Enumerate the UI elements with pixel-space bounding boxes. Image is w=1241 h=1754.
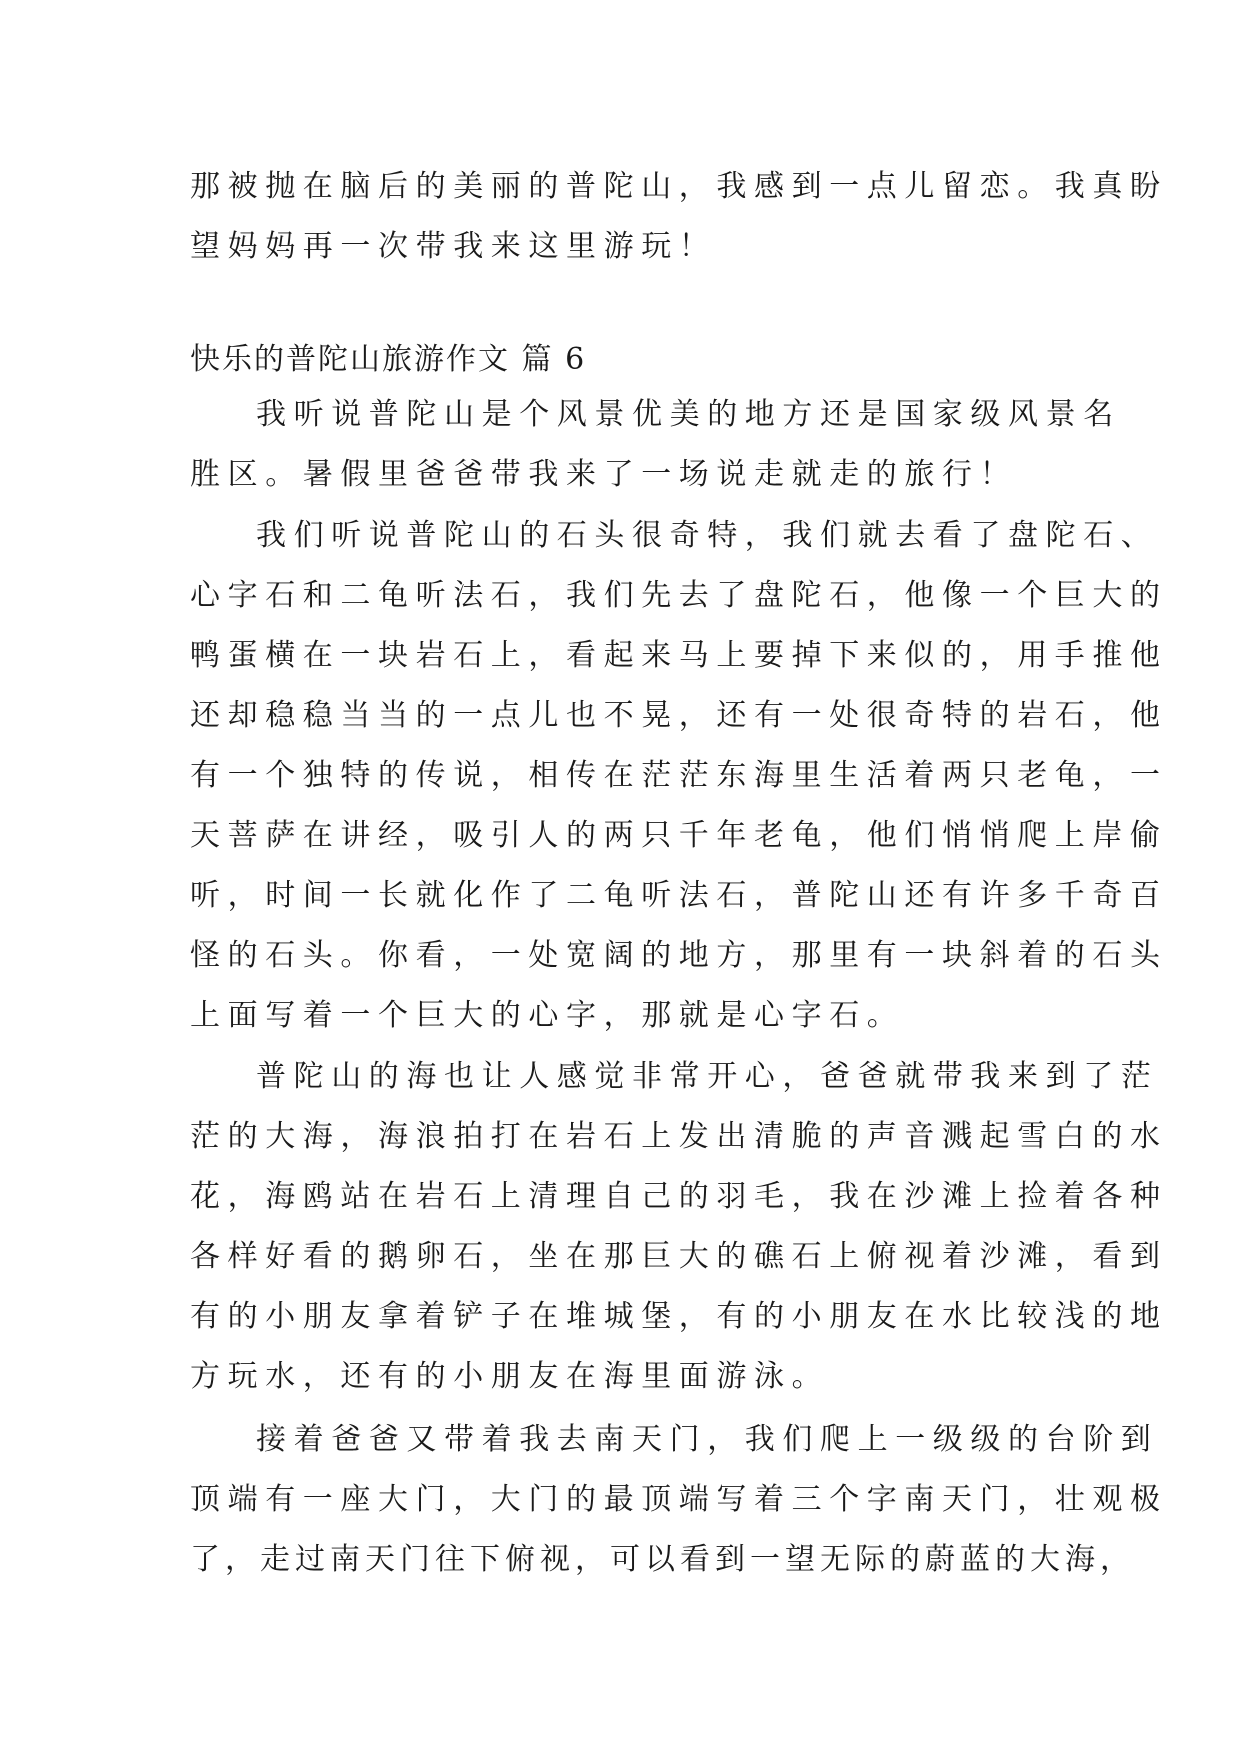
paragraph-2-line: 怪的石头。你看，一处宽阔的地方，那里有一块斜着的石头 — [190, 938, 1168, 973]
paragraph-2-line: 有一个独特的传说，相传在茫茫东海里生活着两只老龟，一 — [190, 758, 1168, 793]
paragraph-4-line: 了，走过南天门往下俯视，可以看到一望无际的蔚蓝的大海， — [190, 1542, 1135, 1577]
paragraph-2-line: 鸭蛋横在一块岩石上，看起来马上要掉下来似的，用手推他 — [190, 638, 1168, 673]
paragraph-3-line: 普陀山的海也让人感觉非常开心，爸爸就带我来到了茫 — [256, 1059, 1159, 1094]
section-title: 快乐的普陀山旅游作文 篇 6 — [190, 342, 587, 377]
paragraph-4-line: 顶端有一座大门，大门的最顶端写着三个字南天门，壮观极 — [190, 1482, 1168, 1517]
paragraph-3-line: 各样好看的鹅卵石，坐在那巨大的礁石上俯视着沙滩，看到 — [190, 1239, 1168, 1274]
paragraph-3-line: 方玩水，还有的小朋友在海里面游泳。 — [190, 1359, 830, 1394]
paragraph-3-line: 有的小朋友拿着铲子在堆城堡，有的小朋友在水比较浅的地 — [190, 1299, 1168, 1334]
paragraph-2-line: 听，时间一长就化作了二龟听法石，普陀山还有许多千奇百 — [190, 878, 1168, 913]
paragraph-2-line: 心字石和二龟听法石，我们先去了盘陀石，他像一个巨大的 — [190, 578, 1168, 613]
paragraph-2-line: 我们听说普陀山的石头很奇特，我们就去看了盘陀石、 — [256, 518, 1159, 553]
text-line: 那被抛在脑后的美丽的普陀山，我感到一点儿留恋。我真盼 — [190, 169, 1168, 204]
paragraph-2-line: 天菩萨在讲经，吸引人的两只千年老龟，他们悄悄爬上岸偷 — [190, 818, 1168, 853]
paragraph-3-line: 茫的大海，海浪拍打在岩石上发出清脆的声音溅起雪白的水 — [190, 1119, 1168, 1154]
paragraph-2-line: 上面写着一个巨大的心字，那就是心字石。 — [190, 998, 905, 1033]
paragraph-3-line: 花，海鸥站在岩石上清理自己的羽毛，我在沙滩上捡着各种 — [190, 1179, 1168, 1214]
paragraph-1-line: 胜区。暑假里爸爸带我来了一场说走就走的旅行！ — [190, 457, 1018, 492]
paragraph-4-line: 接着爸爸又带着我去南天门，我们爬上一级级的台阶到 — [256, 1422, 1159, 1457]
paragraph-2-line: 还却稳稳当当的一点儿也不晃，还有一处很奇特的岩石，他 — [190, 698, 1168, 733]
text-line: 望妈妈再一次带我来这里游玩！ — [190, 229, 717, 264]
paragraph-1-line: 我听说普陀山是个风景优美的地方还是国家级风景名 — [256, 397, 1121, 432]
